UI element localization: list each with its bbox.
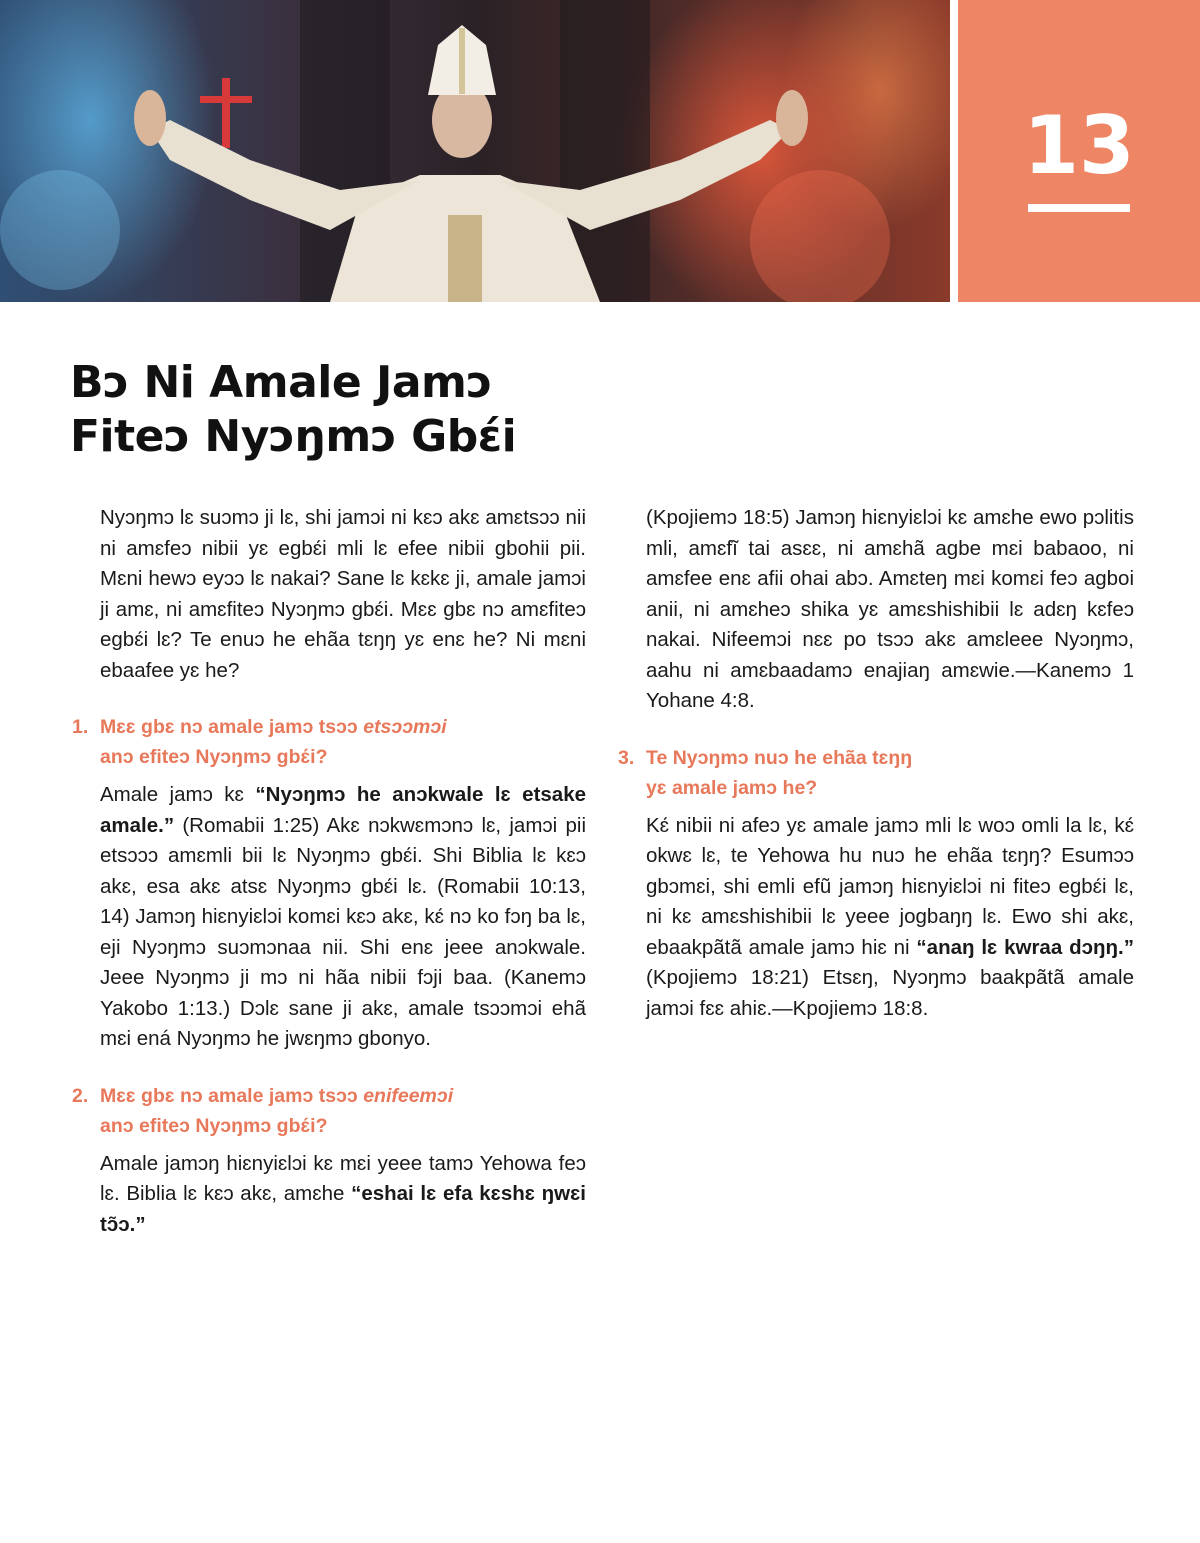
question-1-line-2: anɔ efiteɔ Nyɔŋmɔ gbɛ́i?: [100, 746, 328, 768]
question-1-emphasis: etsɔɔmɔi: [363, 716, 447, 738]
column-right: [618, 503, 1134, 1024]
question-2-emphasis: enifeemɔi: [363, 1084, 454, 1107]
chapter-underline: [1028, 204, 1130, 212]
answer-3-text-c: (Kpojiemɔ 18:21) Etsɛŋ, Nyɔŋmɔ baakpãtã amale jamɔi fɛɛ ahiɛ.—Kpojiemɔ 18:8.: [646, 966, 1134, 1020]
answer-2-paragraph-end: (Kpojiemɔ 18:5) Jamɔŋ hiɛnyiɛlɔi kɛ amɛhe ewo pɔlitis mli, amɛfĩ tai asɛɛ, ni amɛhã agbe mɛi babaoo, ni amɛfee enɛ afii ohai abɔ. Amɛteŋ mɛi komɛi feɔ agboi anii, ni amɛheɔ shika yɛ amɛshishibii lɛ adɛŋ kɛfeɔ nakai. Nifeemɔi nɛɛ po tsɔɔ akɛ amɛleee Nyɔŋmɔ, aahu ni amɛbaadamɔ enajiaŋ amɛwie.—Kanemɔ 1 Yohane 4:8.: [646, 506, 1134, 712]
chapter-number: 13: [1023, 99, 1135, 192]
hero-image: [0, 0, 950, 302]
title-line-2: Fiteɔ Nyɔŋmɔ Gbɛ́i: [70, 411, 517, 462]
question-2-line-2: anɔ efiteɔ Nyɔŋmɔ gbɛ́i?: [100, 1114, 328, 1137]
answer-3-paragraph: [646, 811, 1134, 1025]
answer-2-paragraph-start: [100, 1149, 586, 1241]
question-2-text: Mɛɛ gbɛ nɔ amale jamɔ tsɔɔ: [100, 1084, 364, 1107]
answer-2-quote: “eshai lɛ efa kɛshɛ ŋwɛi tɔ̃ɔ.”: [100, 1182, 586, 1236]
question-3-text: Te Nyɔŋmɔ nuɔ he ehãa tɛŋŋ: [646, 746, 913, 769]
answer-1-paragraph: [100, 780, 586, 1055]
title-line-1: Bɔ Ni Amale Jamɔ: [70, 357, 492, 408]
question-3: [618, 743, 1134, 803]
question-3-line-2: yɛ amale jamɔ he?: [646, 776, 818, 799]
question-1-number: 1.: [72, 716, 89, 738]
page-title: [70, 356, 630, 464]
answer-1-text-a: Amale jamɔ kɛ: [100, 783, 256, 806]
priest-illustration: [0, 0, 950, 302]
red-cross-icon: [200, 78, 252, 148]
question-2-number: 2.: [72, 1084, 89, 1107]
answer-2-text-a: Amale jamɔŋ hiɛnyiɛlɔi kɛ mɛi yeee tamɔ Yehowa feɔ lɛ. Biblia lɛ kɛɔ akɛ, amɛhe: [100, 1151, 586, 1205]
column-left: [72, 503, 586, 1240]
answer-3-quote: “anaŋ lɛ kwraa dɔŋŋ.”: [916, 935, 1134, 959]
question-1: [72, 712, 586, 772]
answer-1-quote: “Nyɔŋmɔ he anɔkwale lɛ etsake amale.”: [100, 783, 586, 837]
answer-3-text-a: Kɛ́ nibii ni afeɔ yɛ amale jamɔ mli lɛ woɔ omli la lɛ, kɛ́ okwɛ lɛ, te Yehowa hu nuɔ he ehãa tɛŋŋ? Esumɔɔ gbɔmɛi, shi emli efũ jamɔŋ hiɛnyiɛlɔi ni fiteɔ egbɛ́i lɛ, ni kɛ amɛshishibii lɛ yeee jogbaŋŋ lɛ. Ewo shi akɛ, ebaakpãtã amale jamɔ hiɛ ni: [646, 813, 1134, 959]
question-3-number: 3.: [618, 746, 635, 769]
answer-1-text-c: (Romabii 1:25) Akɛ nɔkwɛmɔnɔ lɛ, jamɔi pii etsɔɔɔ amɛmli bii lɛ Nyɔŋmɔ gbɛ́i. Shi Biblia lɛ kɛɔ akɛ, esa akɛ atsɛ Nyɔŋmɔ gbɛ́i lɛ. (Romabii 10:13, 14) Jamɔŋ hiɛnyiɛlɔi komɛi kɛɔ akɛ, kɛ́ nɔ ko fɔŋ ba lɛ, eji Nyɔŋmɔ suɔmɔnaa nii. Shi enɛ jeee anɔkwale. Jeee Nyɔŋmɔ ji mɔ ni hãa nibii fɔji baa. (Kanemɔ Yakobo 1:13.) Dɔlɛ sane ji akɛ, amale tsɔɔmɔi ehã mɛi ená Nyɔŋmɔ he jwɛŋmɔ gbonyo.: [100, 813, 586, 1050]
question-2: [72, 1081, 586, 1141]
chapter-number-box: [958, 0, 1200, 302]
question-1-text: Mɛɛ gbɛ nɔ amale jamɔ tsɔɔ: [100, 716, 364, 738]
intro-paragraph: Nyɔŋmɔ lɛ suɔmɔ ji lɛ, shi jamɔi ni kɛɔ akɛ amɛtsɔɔ nii ni amɛfeɔ nibii yɛ egbɛ́i mli lɛ efee nibii gbohii pii. Mɛni hewɔ eyɔɔ lɛ nakai? Sane lɛ kɛkɛ ji, amale jamɔi ji amɛ, ni amɛfiteɔ Nyɔŋmɔ gbɛ́i. Mɛɛ gbɛ nɔ amɛfiteɔ egbɛ́i lɛ? Te enuɔ he ehãa tɛŋŋ yɛ enɛ he? Ni mɛni ebaafee yɛ he?: [100, 506, 586, 682]
